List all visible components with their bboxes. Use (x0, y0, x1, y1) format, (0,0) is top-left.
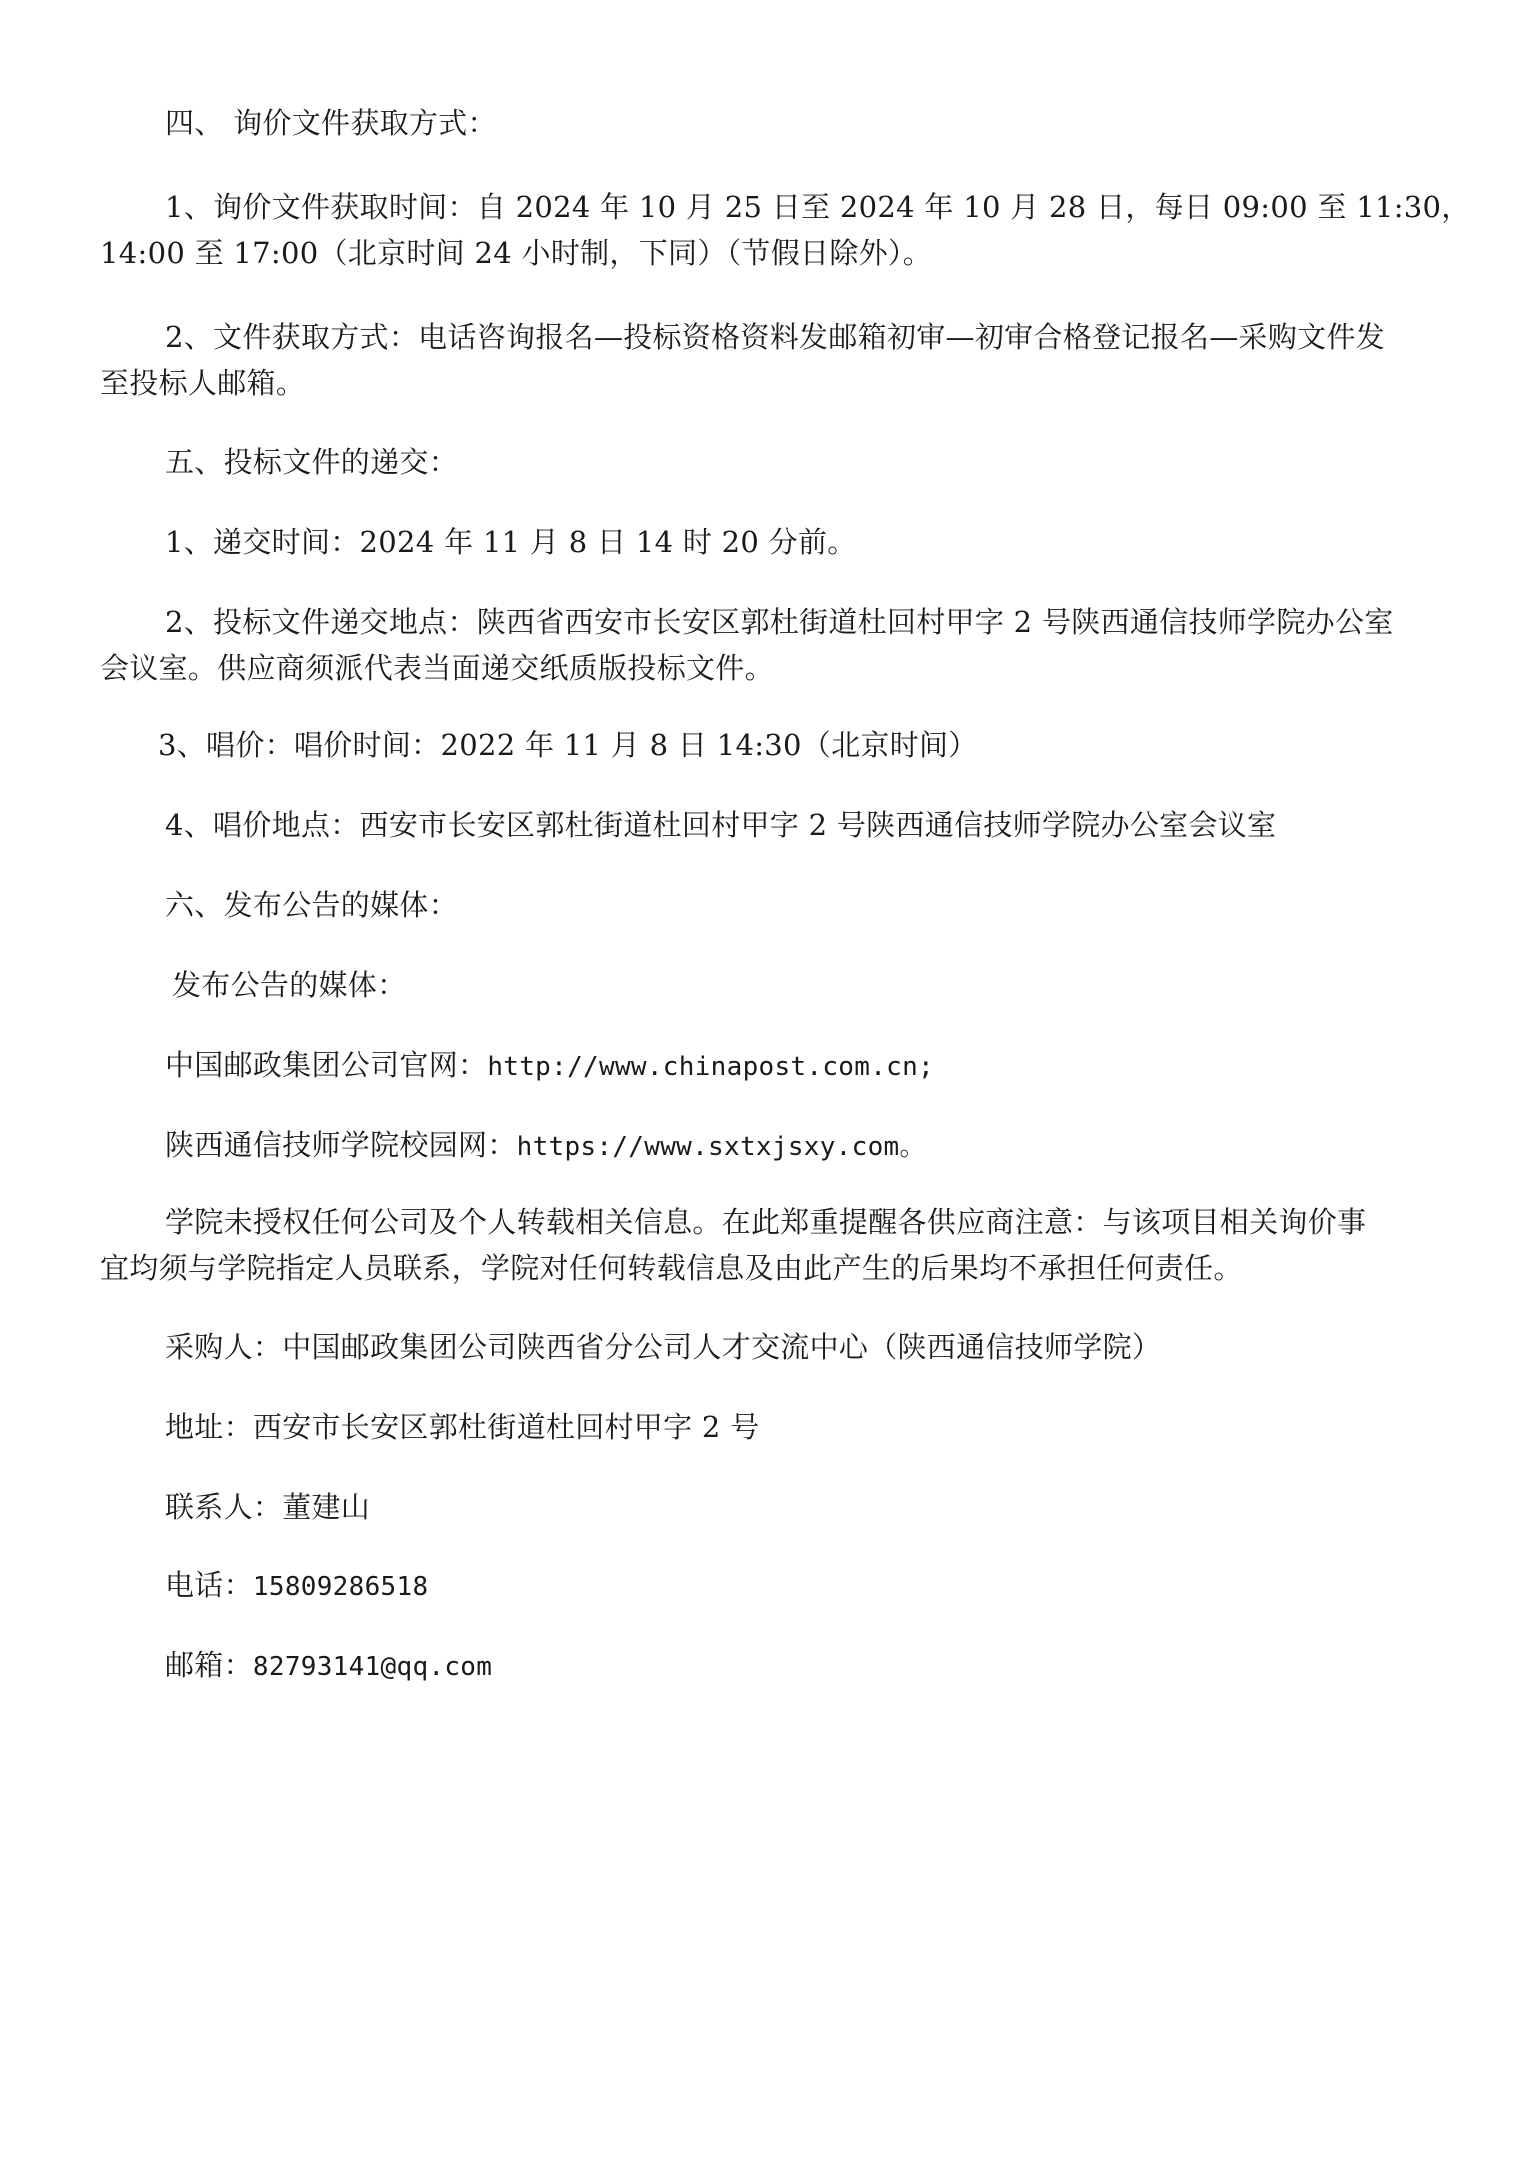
media-2-url: https://www.sxtxjsxy.com。 (516, 1132, 926, 1162)
section-5-item-2-line-2: 会议室。供应商须派代表当面递交纸质版投标文件。 (100, 651, 774, 685)
notice-line-1: 学院未授权任何公司及个人转载相关信息。在此郑重提醒各供应商注意：与该项目相关询价事 (165, 1205, 1367, 1239)
media-1-url: http://www.chinapost.com.cn; (487, 1052, 935, 1082)
media-label: 发布公告的媒体： (172, 968, 407, 1002)
section-5-item-3: 3、唱价：唱价时间：2022 年 11 月 8 日 14:30（北京时间） (158, 728, 978, 762)
purchaser: 采购人：中国邮政集团公司陕西省分公司人才交流中心（陕西通信技师学院） (165, 1330, 1162, 1364)
notice-line-2: 宜均须与学院指定人员联系，学院对任何转载信息及由此产生的后果均不承担任何责任。 (100, 1251, 1243, 1285)
section-4-item-1-line-2: 14:00 至 17:00（北京时间 24 小时制，下同）（节假日除外）。 (100, 236, 933, 270)
section-4-item-2-line-1: 2、文件获取方式：电话咨询报名—投标资格资料发邮箱初审—初审合格登记报名—采购文件发 (165, 320, 1386, 354)
media-1 (165, 1048, 934, 1084)
phone (165, 1568, 428, 1604)
address: 地址：西安市长安区郭杜街道杜回村甲字 2 号 (165, 1410, 760, 1444)
media-1-label: 中国邮政集团公司官网： (165, 1048, 488, 1082)
section-6-heading: 六、发布公告的媒体： (165, 888, 459, 922)
section-5-item-4: 4、唱价地点：西安市长安区郭杜街道杜回村甲字 2 号陕西通信技师学院办公室会议室 (165, 808, 1277, 842)
section-4-item-2-line-2: 至投标人邮箱。 (100, 366, 306, 400)
section-5-item-2-line-1: 2、投标文件递交地点：陕西省西安市长安区郭杜街道杜回村甲字 2 号陕西通信技师学院办公室 (165, 605, 1394, 639)
media-2-label: 陕西通信技师学院校园网： (165, 1128, 517, 1162)
email-label: 邮箱： (165, 1648, 253, 1682)
phone-number: 15809286518 (252, 1572, 429, 1602)
section-5-item-1: 1、递交时间：2024 年 11 月 8 日 14 时 20 分前。 (165, 525, 857, 559)
media-2 (165, 1128, 926, 1164)
phone-label: 电话： (165, 1568, 253, 1602)
section-4-heading: 四、 询价文件获取方式： (165, 106, 497, 140)
email (165, 1648, 492, 1684)
section-4-item-1-line-1: 1、询价文件获取时间：自 2024 年 10 月 25 日至 2024 年 10 月 28 日，每日 09:00 至 11:30， (165, 190, 1471, 224)
section-5-heading: 五、投标文件的递交： (165, 445, 459, 479)
email-address: 82793141@qq.com (252, 1652, 493, 1682)
contact-person: 联系人：董建山 (165, 1490, 371, 1524)
